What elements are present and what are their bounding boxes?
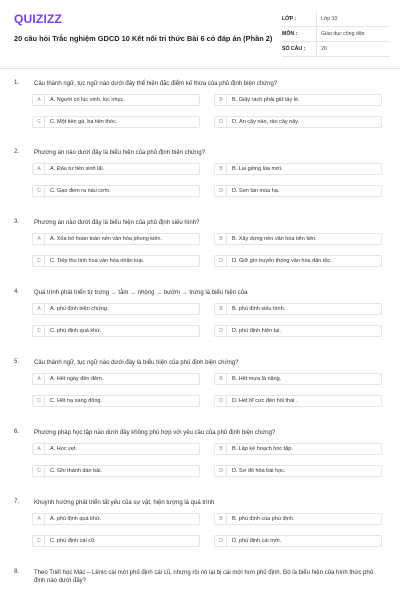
option-letter: A [34, 95, 45, 105]
option-letter: C [34, 186, 45, 196]
option-letter: B [216, 374, 227, 384]
meta-label: LỚP : [282, 16, 297, 22]
option-text: B. Hết mưa là nắng. [232, 376, 282, 382]
meta-value: Giáo dục công dân [316, 27, 390, 42]
option-b[interactable] [214, 443, 382, 455]
option-text: D. Hết bĩ cực đến hồi thái . [232, 398, 298, 404]
meta-label: MÔN : [282, 31, 298, 37]
option-b[interactable] [214, 233, 382, 245]
option-d[interactable] [214, 465, 382, 477]
option-text: A. phủ định biện chứng. [50, 306, 109, 312]
question-text: Phương pháp học tập nào dưới đây không phù hợp với yêu cầu của phủ định biện chứng? [34, 430, 276, 436]
option-text: D. Ăn cây nào, rào cây nấy. [232, 119, 300, 125]
option-text: D. Sen tàn mùa hạ. [232, 188, 280, 194]
option-letter: D [216, 396, 227, 406]
option-text: D. Giữ gìn truyền thống văn hóa dân tộc. [232, 258, 332, 264]
option-text: A. Người có lúc vinh, lúc nhục. [50, 97, 125, 103]
option-letter: B [216, 164, 227, 174]
question-number: 3. [14, 219, 20, 225]
option-text: D. phủ định hiện tại. [232, 328, 281, 334]
option-letter: B [216, 304, 227, 314]
option-text: B. phủ định siêu hình. [232, 306, 286, 312]
option-letter: C [34, 326, 45, 336]
option-letter: D [216, 186, 227, 196]
option-c[interactable] [32, 255, 200, 267]
option-text: A. Học vẹt. [50, 446, 77, 452]
option-c[interactable] [32, 395, 200, 407]
option-text: D. Sơ đồ hóa bài học. [232, 468, 286, 474]
question-number: 8. [14, 569, 20, 575]
quizizz-logo: QUIZIZZ [14, 12, 63, 26]
option-letter: D [216, 466, 227, 476]
option-text: B. Xây dựng nền văn hóa tiên tiến. [232, 236, 317, 242]
question-text: Phương án nào dưới đây là biểu hiện của phủ định biện chứng? [34, 150, 206, 156]
option-text: B. Lập kế hoạch học tập. [232, 446, 293, 452]
option-text: C. Một tiền gà, ba tiền thóc. [50, 119, 118, 125]
option-letter: A [34, 304, 45, 314]
option-letter: C [34, 256, 45, 266]
option-letter: C [34, 396, 45, 406]
option-b[interactable] [214, 373, 382, 385]
question-text: Quá trình phát triển từ trứng → tằm → nhộng → bướm → trứng là biểu hiện của [34, 290, 248, 296]
question-text: Câu thành ngữ, tục ngữ nào dưới đây thể hiện đặc điểm kế thừa của phủ định biện chứng? [34, 81, 278, 87]
question-text: Khuynh hướng phát triển tất yếu của sự vật, hiện tượng là quá trình [34, 500, 215, 506]
option-letter: D [216, 256, 227, 266]
option-a[interactable] [32, 443, 200, 455]
option-b[interactable] [214, 94, 382, 106]
option-letter: A [34, 444, 45, 454]
option-d[interactable] [214, 325, 382, 337]
option-text: A. Đầu tư tiền sinh lãi. [50, 166, 105, 172]
option-a[interactable] [32, 163, 200, 175]
option-c[interactable] [32, 185, 200, 197]
option-letter: D [216, 536, 227, 546]
meta-row-subject [282, 27, 390, 42]
option-letter: A [34, 164, 45, 174]
option-letter: D [216, 117, 227, 127]
meta-label: SỐ CÂU : [282, 46, 306, 52]
option-text: C. Hết hạ sang đông. [50, 398, 102, 404]
option-text: A. Xóa bỏ hoàn toàn nền văn hóa phong kiến. [50, 236, 162, 242]
option-letter: D [216, 326, 227, 336]
option-letter: B [216, 95, 227, 105]
question-text: Câu thành ngữ, tục ngữ nào dưới đây là biểu hiện của phủ định biện chứng? [34, 360, 239, 366]
option-text: C. Tiếp thu tinh hoa văn hóa nhân loại. [50, 258, 145, 264]
header-divider [0, 68, 400, 69]
question-number: 2. [14, 149, 20, 155]
option-text: B. Lai giống lúa mới. [232, 166, 283, 172]
option-letter: B [216, 514, 227, 524]
option-text: C. Gạo đem ra nấu cơm. [50, 188, 111, 194]
question-number: 7. [14, 499, 20, 505]
option-c[interactable] [32, 116, 200, 128]
option-letter: A [34, 234, 45, 244]
option-text: B. phủ định của phủ định. [232, 516, 295, 522]
option-text: A. Hết ngày đến đêm. [50, 376, 104, 382]
question-number: 5. [14, 359, 20, 365]
option-text: C. Ghi thành dàn bài. [50, 468, 102, 474]
option-text: B. Giấy rách phải giữ lấy lề. [232, 97, 300, 103]
question-text: Phương án nào dưới đây là biểu hiện của phủ định siêu hình? [34, 220, 200, 226]
option-c[interactable] [32, 535, 200, 547]
option-text: A. phủ định quá khứ. [50, 516, 102, 522]
option-a[interactable] [32, 94, 200, 106]
meta-row-count [282, 42, 390, 57]
option-text: D. phủ định cái mới. [232, 538, 282, 544]
option-letter: C [34, 117, 45, 127]
question-number: 4. [14, 289, 20, 295]
question-number: 6. [14, 429, 20, 435]
option-letter: A [34, 374, 45, 384]
option-a[interactable] [32, 513, 200, 525]
meta-table [282, 12, 390, 57]
option-d[interactable] [214, 116, 382, 128]
option-d[interactable] [214, 185, 382, 197]
option-b[interactable] [214, 163, 382, 175]
option-a[interactable] [32, 233, 200, 245]
option-a[interactable] [32, 303, 200, 315]
option-text: C. phủ định quá khứ. [50, 328, 102, 334]
page-title: 20 câu hỏi Trắc nghiệm GDCD 10 Kết nối tri thức Bài 6 có đáp án (Phần 2) [14, 34, 273, 43]
option-letter: B [216, 234, 227, 244]
option-letter: C [34, 536, 45, 546]
option-b[interactable] [214, 513, 382, 525]
option-d[interactable] [214, 255, 382, 267]
option-letter: A [34, 514, 45, 524]
option-c[interactable] [32, 465, 200, 477]
page-header [0, 0, 400, 66]
option-b[interactable] [214, 303, 382, 315]
meta-row-class [282, 12, 390, 27]
meta-value: 20 [316, 42, 390, 57]
question-text: Theo Triết học Mác – Lênin cái mới phủ định cái cũ, nhưng rồi nó lại bị cái mới hơn phủ định. Đó là biểu hiện của hình thức phủ định nào dưới đây? [34, 570, 374, 584]
option-a[interactable] [32, 373, 200, 385]
option-d[interactable] [214, 535, 382, 547]
question-number: 1. [14, 80, 20, 86]
option-d[interactable] [214, 395, 382, 407]
option-letter: B [216, 444, 227, 454]
meta-value: Lớp 10 [316, 12, 390, 27]
option-text: C. phủ định cái cũ. [50, 538, 96, 544]
option-c[interactable] [32, 325, 200, 337]
option-letter: C [34, 466, 45, 476]
